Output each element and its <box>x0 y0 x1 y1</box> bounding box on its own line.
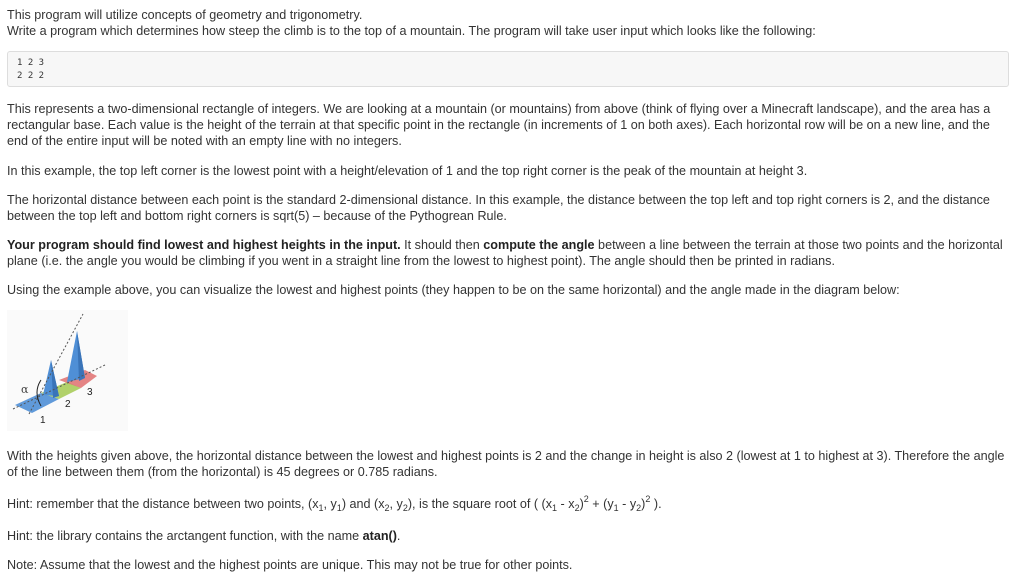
task-bold-angle: compute the angle <box>483 238 595 252</box>
hint1-text-a: Hint: remember that the distance between two points, (x <box>7 497 319 511</box>
task-paragraph <box>7 237 1010 269</box>
mountain-diagram <box>7 310 128 431</box>
conclusion-paragraph: With the heights given above, the horizontal distance between the lowest and highest points is 2 and the change in height is also 2 (lowest at 1 to highest at 3). Therefore the angle of the line between them (from the horizontal) is 45 degrees or 0.785 radians. <box>7 449 1005 479</box>
hint1-text-e: ), is the square root of ( (x <box>407 497 553 511</box>
mountain-diagram-svg <box>7 310 128 431</box>
hint1-text-g: ) <box>579 497 584 511</box>
hint1-text-d: , y <box>389 497 403 511</box>
hint1-sub-x2b: 2 <box>574 503 580 513</box>
hint1-sub-y1: 1 <box>336 503 342 513</box>
hint1-text-i: - y <box>618 497 637 511</box>
hint1-sup-2: 2 <box>645 494 651 504</box>
task-text-1: It should then <box>400 238 484 252</box>
alpha-label: α <box>21 383 29 396</box>
hint1-sub-y2b: 2 <box>636 503 642 513</box>
hint1-sup-1: 2 <box>583 494 589 504</box>
intro-line-2: Write a program which determines how steep the climb is to the top of a mountain. The program will take user input which looks like the following: <box>7 24 816 38</box>
hint1-text-b: , y <box>323 497 337 511</box>
hint1-text-f: - x <box>557 497 575 511</box>
hint2-text: Hint: the library contains the arctangent function, with the name <box>7 529 363 543</box>
hint2-bold-atan: atan() <box>362 529 397 543</box>
hint1-sub-y1b: 1 <box>613 503 619 513</box>
hint1-text-c: ) and (x <box>341 497 385 511</box>
intro-line-1: This program will utilize concepts of geometry and trigonometry. <box>7 8 363 22</box>
hint-distance <box>7 496 1010 512</box>
task-bold-heights: Your program should find lowest and highest heights in the input. <box>7 238 401 252</box>
task-text-2: between a line between the terrain at those two points and the horizontal plane (i.e. the angle you would be climbing if you went in a straight line from the lowest to highest point). The angle should then be printed in radians. <box>7 238 1003 268</box>
code-sample: 1 2 3 2 2 2 <box>17 58 45 81</box>
point-label-2: 2 <box>65 399 71 410</box>
visualize-paragraph: Using the example above, you can visualize the lowest and highest points (they happen to be on the same horizontal) and the angle made in the diagram below: <box>7 283 900 297</box>
hint1-text-j: ) <box>641 497 646 511</box>
code-sample-box <box>7 51 1009 87</box>
example-paragraph: In this example, the top left corner is the lowest point with a height/elevation of 1 and the top right corner is the peak of the mountain at height 3. <box>7 164 808 178</box>
hint1-sub-x1: 1 <box>318 503 324 513</box>
distance-paragraph: The horizontal distance between each point is the standard 2-dimensional distance. In this example, the distance between the top left and top right corners is 2, and the distance between the top left and bottom right corners is sqrt(5) – because of the Pythogrean Rule. <box>7 193 990 223</box>
hint1-sub-x1b: 1 <box>552 503 558 513</box>
hint1-text-h: + (y <box>588 497 614 511</box>
hint1-text-k: ). <box>650 497 662 511</box>
hint-atan <box>7 528 1010 544</box>
hint2-end: . <box>396 529 401 543</box>
point-label-3: 3 <box>87 387 93 398</box>
point-label-1: 1 <box>40 415 46 426</box>
hint1-sub-x2: 2 <box>384 503 390 513</box>
rectangle-paragraph: This represents a two-dimensional rectangle of integers. We are looking at a mountain (or mountains) from above (think of flying over a Minecraft landscape), and the area has a rectangular base. Each value is the height of the terrain at that specific point in the rectangle (in increments of 1 on both axes). Each horizontal row will be on a new line, and the end of the entire input will be noted with an empty line with no integers. <box>7 102 991 148</box>
hint1-sub-y2: 2 <box>402 503 408 513</box>
note-paragraph: Note: Assume that the lowest and the highest points are unique. This may not be true for other points. <box>7 558 573 572</box>
